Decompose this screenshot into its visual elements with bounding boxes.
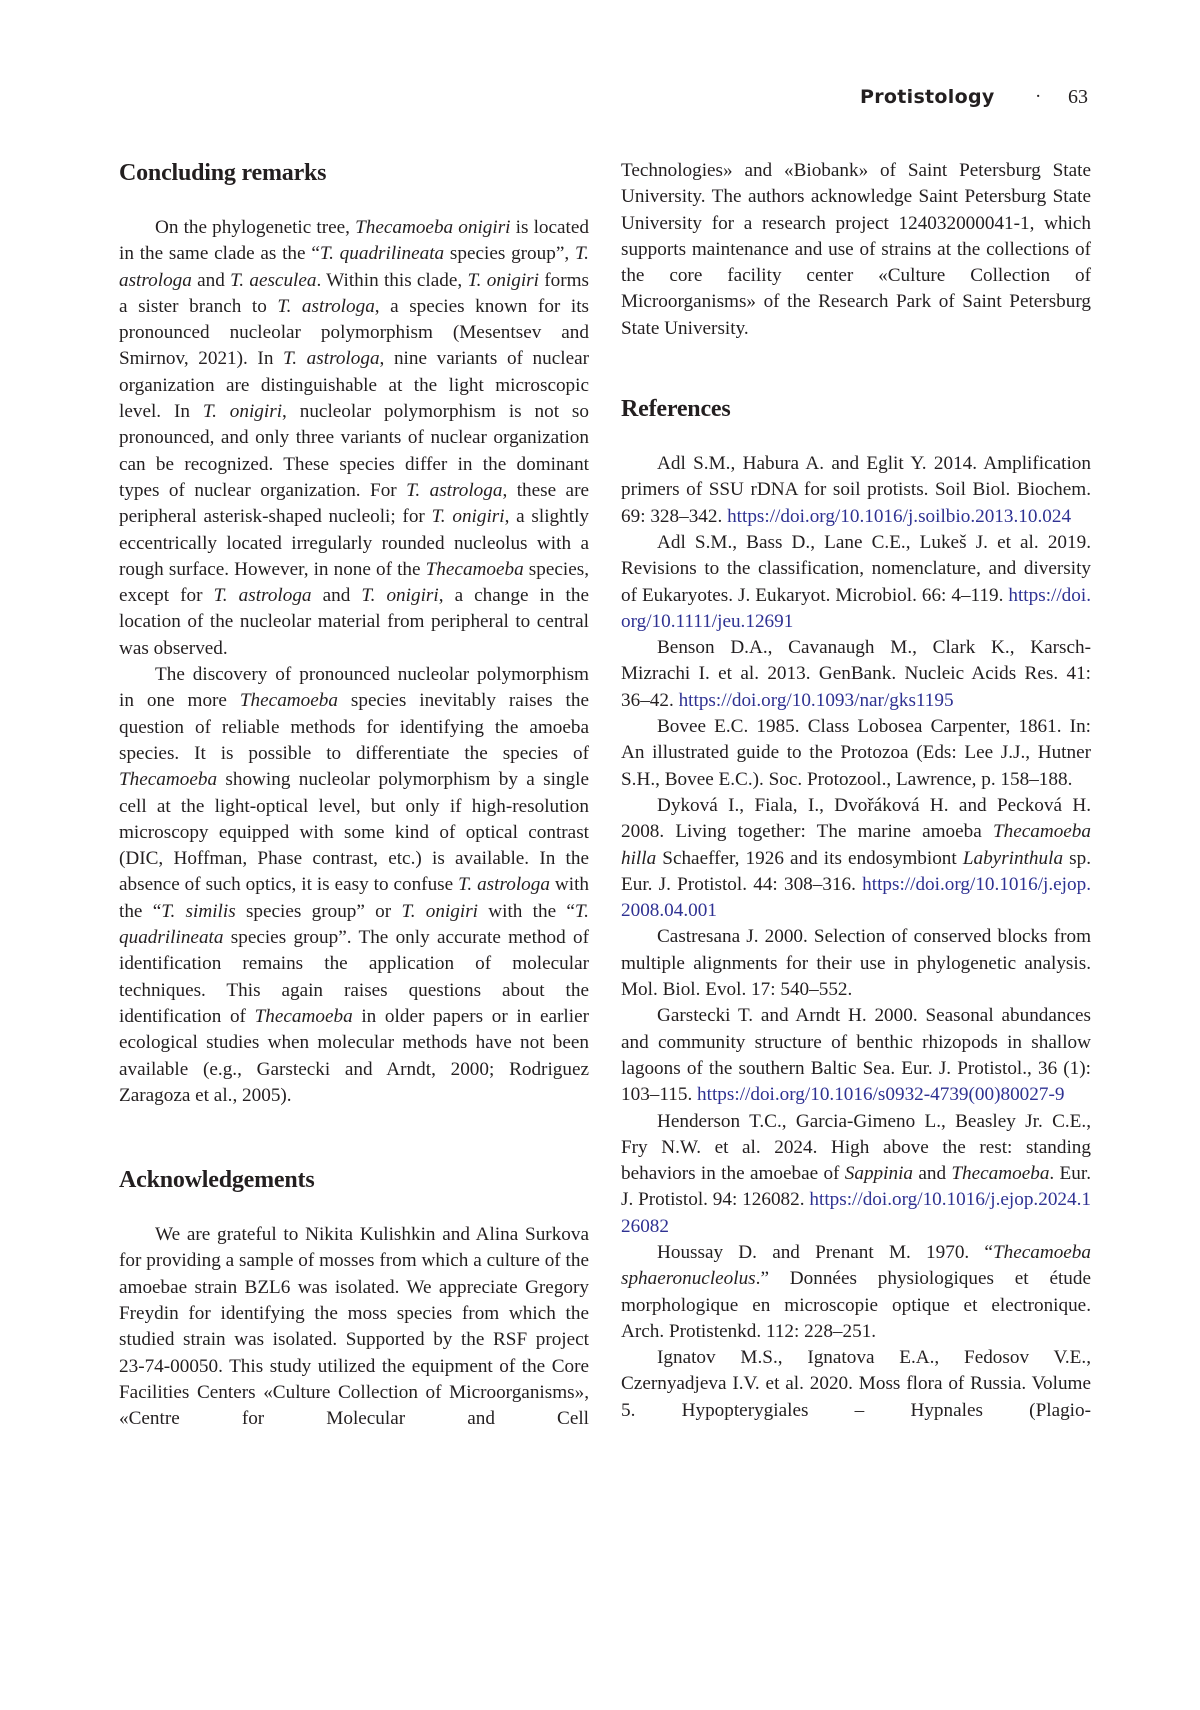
- reference-item: Garstecki T. and Arndt H. 2000. Seasonal abundances and community structure of benthic rhizopods in shallow lagoons of the southern Baltic Sea. Eur. J. Protistol., 36 (1): 103–115. https://doi.org/10.1016/s0932-4739(00)80027-9: [621, 1005, 1091, 1106]
- references-section: [621, 394, 1091, 1424]
- doi-link[interactable]: https://doi.org/10.1016/s0932-4739(00)80027-9: [697, 1084, 1065, 1106]
- italic-text: Thecamoeba: [119, 769, 218, 791]
- doi-link[interactable]: https://doi.org/10.1016/j.soilbio.2013.10.024: [727, 505, 1072, 527]
- italic-text: Thecamoeba: [951, 1163, 1050, 1185]
- italic-text: T. onigiri: [202, 401, 283, 423]
- section-heading-concluding-remarks: Concluding remarks: [119, 160, 327, 186]
- acknowledgements-section: [119, 1165, 589, 1432]
- right-column: [621, 158, 1091, 1424]
- italic-text: T. similis: [161, 900, 236, 922]
- reference-item: Ignatov M.S., Ignatova E.A., Fedosov V.E., Czernyadjeva I.V. et al. 2020. Moss flora of Russia. Volume 5. Hypopterygiales – Hypnales (Plagio-: [621, 1347, 1091, 1421]
- paragraph: On the phylogenetic tree, Thecamoeba onigiri is located in the same clade as the “T. quadrilineata species group”, T. astrologa and T. aesculea. Within this clade, T. onigiri forms a sister branch to T. astrologa, a species known for its pronounced nucleolar polymorphism (Mesentsev and Smirnov, 2021). In T. astrologa, nine variants of nuclear organization are distinguishable at the light microscopic level. In T. onigiri, nucleolar polymorphism is not so pronounced, and only three variants of nuclear organization can be recognized. These species differ in the dominant types of nuclear organization. For T. astrologa, these are peripheral asterisk-shaped nucleoli; for T. onigiri, a slightly eccentrically located irregularly rounded nucleolus with a rough surface. However, in none of the Thecamoeba species, except for T. astrologa and T. onigiri, a change in the location of the nucleolar material from peripheral to central was observed.: [119, 217, 589, 659]
- reference-item: Henderson T.C., Garcia-Gimeno L., Beasley Jr. C.E., Fry N.W. et al. 2024. High above the rest: standing behaviors in the amoebae of Sappinia and Thecamoeba. Eur. J. Protistol. 94: 126082. https://doi.org/10.1016/j.ejop.2024.126082: [621, 1110, 1091, 1237]
- header-separator: ·: [1035, 86, 1042, 107]
- italic-text: T. astrologa: [119, 243, 589, 291]
- italic-text: Thecamoeba sphaeronucleolus: [621, 1241, 1091, 1290]
- journal-name: Protistology: [860, 86, 995, 108]
- paragraph: The discovery of pronounced nucleolar polymorphism in one more Thecamoeba species inevitably raises the question of reliable methods for identifying the amoeba species. It is possible to differentiate the species of Thecamoeba showing nucleolar polymorphism by a single cell at the light-optical level, but only if high-resolution microscopy equipped with some kind of optical contrast (DIC, Hoffman, Phase contrast, etc.) is available. In the absence of such optics, it is easy to confuse T. astrologa with the “T. similis species group” or T. onigiri with the “T. quadrilineata species group”. The only accurate method of identification remains the application of molecular techniques. This again raises questions about the identification of Thecamoeba in older papers or in earlier ecological studies when molecular methods have not been available (e.g., Garstecki and Arndt, 2000; Rodriguez Zaragoza et al., 2005).: [119, 664, 589, 1106]
- section-heading-references: References: [621, 396, 731, 423]
- concluding-remarks-section: [119, 158, 589, 1109]
- doi-link[interactable]: https://doi.org/10.1093/nar/gks1195: [678, 689, 954, 711]
- italic-text: Thecamoeba: [239, 690, 338, 712]
- italic-text: Thecamoeba: [254, 1005, 353, 1027]
- reference-item: Bovee E.C. 1985. Class Lobosea Carpenter, 1861. In: An illustrated guide to the Protozoa (Eds: Lee J.J., Hutner S.H., Bovee E.C.). Soc. Protozool., Lawrence, p. 158–188.: [621, 716, 1091, 790]
- italic-text: T. astrologa: [213, 585, 312, 607]
- italic-text: T. onigiri: [431, 506, 505, 528]
- italic-text: T. quadrilineata: [119, 900, 589, 949]
- reference-item: Castresana J. 2000. Selection of conserved blocks from multiple alignments for their use in phylogenetic analysis. Mol. Biol. Evol. 17: 540–552.: [621, 926, 1091, 1001]
- left-column: [119, 158, 589, 1432]
- paragraph-continued: Technologies» and «Biobank» of Saint Petersburg State University. The authors acknowledge Saint Petersburg State University for a research project 124032000041-1, which supports maintenance and use of strains at the collections of the core facility center «Culture Collection of Microorganisms» of the Research Park of Saint Petersburg State University.: [621, 160, 1091, 339]
- paragraph: We are grateful to Nikita Kulishkin and Alina Surkova for providing a sample of mosses from which a culture of the amoebae strain BZL6 was isolated. We appreciate Gregory Freydin for identifying the moss species from which the studied strain was isolated. Supported by the RSF project 23-74-00050. This study utilized the equipment of the Core Facilities Centers «Culture Collection of Microorganisms», «Centre for Molecular and Cell: [119, 1224, 589, 1430]
- italic-text: Thecamoeba onigiri: [355, 217, 511, 238]
- reference-item: Adl S.M., Bass D., Lane C.E., Lukeš J. et al. 2019. Revisions to the classification, nomenclature, and diversity of Eukaryotes. J. Eukaryot. Microbiol. 66: 4–119. https://doi.org/10.1111/jeu.12691: [621, 531, 1091, 632]
- italic-text: Thecamoeba: [425, 558, 524, 580]
- section-heading-acknowledgements: Acknowledgements: [119, 1167, 315, 1194]
- italic-text: T. astrologa: [277, 295, 375, 317]
- page-number: 63: [1068, 86, 1088, 108]
- doi-link[interactable]: https://doi.org/10.1016/j.ejop.2008.04.001: [621, 873, 1091, 922]
- italic-text: T. astrologa: [458, 874, 550, 896]
- italic-text: Sappinia: [844, 1163, 913, 1185]
- italic-text: T. onigiri: [467, 269, 539, 291]
- italic-text: T. astrologa: [406, 479, 503, 501]
- reference-item: Adl S.M., Habura A. and Eglit Y. 2014. Amplification primers of SSU rDNA for soil protists. Soil Biol. Biochem. 69: 328–342. https://doi.org/10.1016/j.soilbio.2013.10.024: [621, 453, 1091, 527]
- reference-item: Benson D.A., Cavanaugh M., Clark K., Karsch-Mizrachi I. et al. 2013. GenBank. Nucleic Acids Res. 41: 36–42. https://doi.org/10.1093/nar/gks1195: [621, 637, 1091, 711]
- reference-item: Dyková I., Fiala, I., Dvořáková H. and Pecková H. 2008. Living together: The marine amoeba Thecamoeba hilla Schaeffer, 1926 and its endosymbiont Labyrinthula sp. Eur. J. Protistol. 44: 308–316. https://doi.org/10.1016/j.ejop.2008.04.001: [621, 794, 1091, 922]
- italic-text: T. astrologa: [283, 348, 380, 370]
- italic-text: Labyrinthula: [962, 847, 1064, 869]
- italic-text: T. onigiri: [401, 900, 479, 922]
- reference-list: [621, 451, 1091, 1424]
- running-head: [0, 86, 1200, 116]
- italic-text: T. onigiri: [361, 585, 439, 607]
- italic-text: T. aesculea: [230, 269, 317, 291]
- doi-link[interactable]: https://doi.org/10.1111/jeu.12691: [621, 584, 1091, 632]
- italic-text: Thecamoeba hilla: [621, 821, 1091, 869]
- reference-item: Houssay D. and Prenant M. 1970. “Thecamoeba sphaeronucleolus.” Données physiologiques et étude morphologique en microscopie optique et electronique. Arch. Protistenkd. 112: 228–251.: [621, 1241, 1091, 1342]
- doi-link[interactable]: https://doi.org/10.1016/j.ejop.2024.126082: [621, 1189, 1091, 1237]
- italic-text: T. quadrilineata: [319, 243, 445, 265]
